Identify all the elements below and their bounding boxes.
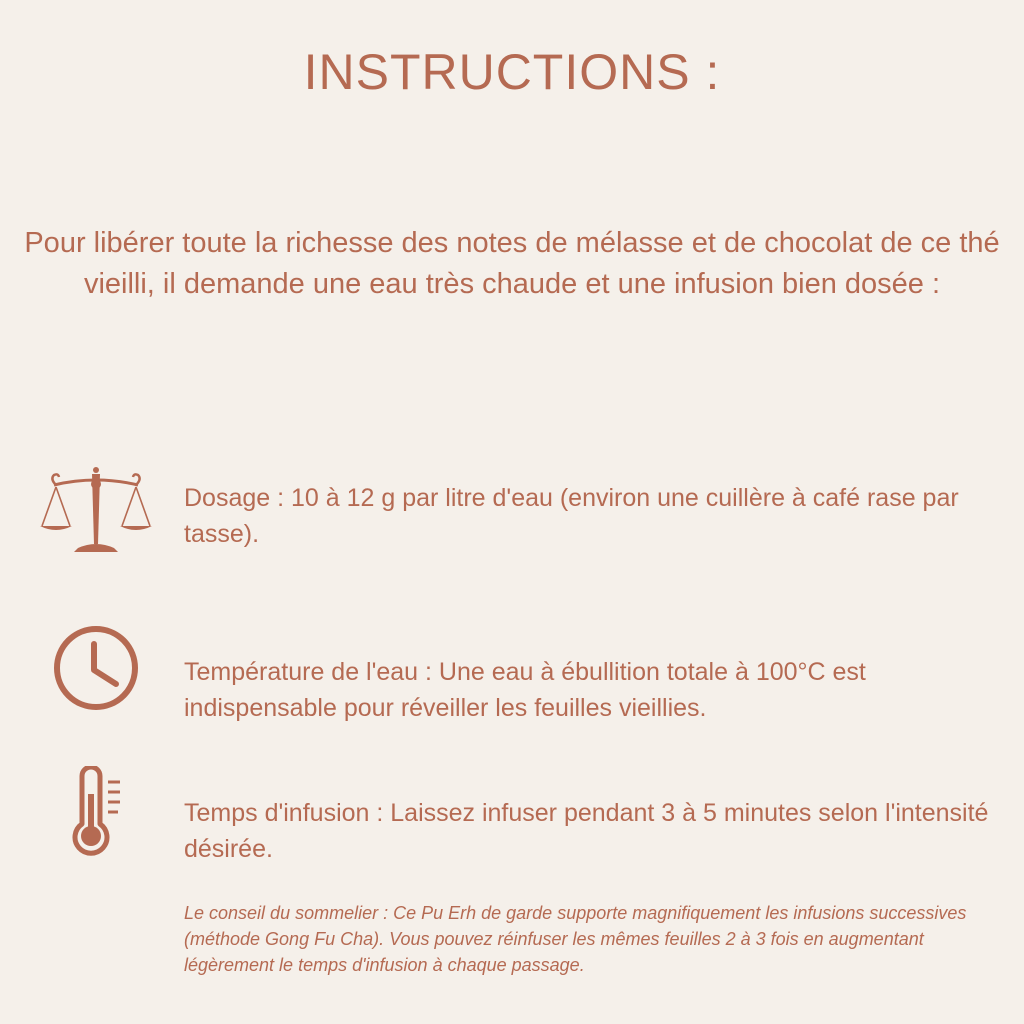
page-title: INSTRUCTIONS :: [303, 44, 721, 100]
balance-scale-icon: [38, 464, 154, 556]
clock-icon: [52, 624, 140, 712]
temperature-instruction: Température de l'eau : Une eau à ébullition totale à 100°C est indispensable pour réveiller les feuilles vieillies.: [184, 658, 866, 722]
infusion-time-instruction: Temps d'infusion : Laissez infuser pendant 3 à 5 minutes selon l'intensité désirée.: [184, 799, 989, 863]
dosage-instruction: Dosage : 10 à 12 g par litre d'eau (environ une cuillère à café rase par tasse).: [184, 484, 959, 548]
thermometer-icon: [68, 766, 124, 856]
intro-paragraph: Pour libérer toute la richesse des notes de mélasse et de chocolat de ce thé vieilli, il demande une eau très chaude et une infusion bien dosée :: [24, 227, 1000, 300]
sommelier-tip: Le conseil du sommelier : Ce Pu Erh de garde supporte magnifiquement les infusions successives (méthode Gong Fu Cha). Vous pouvez réinfuser les mêmes feuilles 2 à 3 fois en augmentant légèrement le temps d'infusion à chaque passage.: [184, 903, 967, 975]
